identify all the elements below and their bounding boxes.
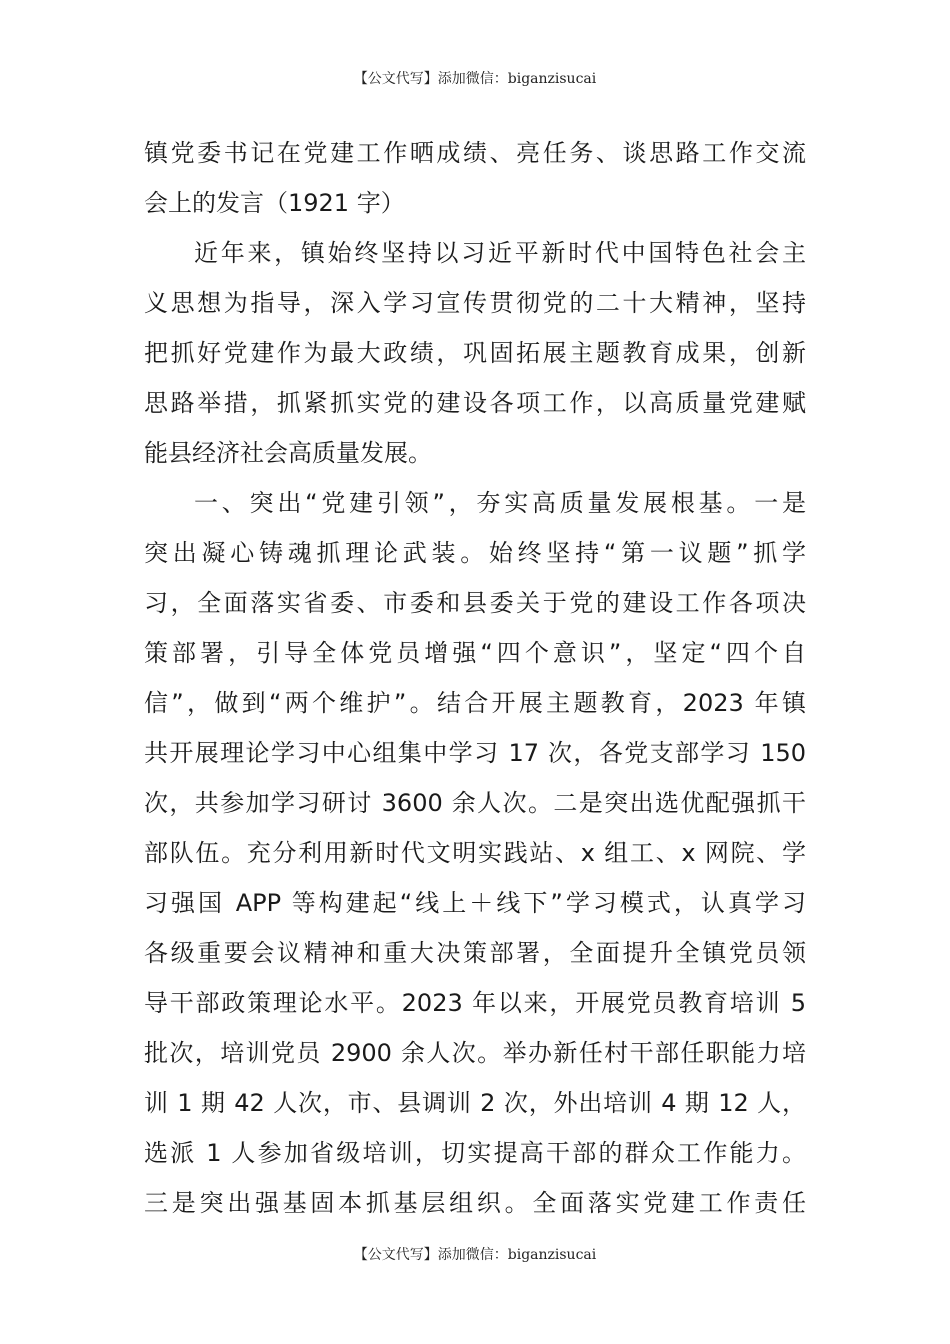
text-line: 选派 1 人参加省级培训，切实提高干部的群众工作能力。 xyxy=(144,1139,806,1167)
text-line: 近年来，镇始终坚持以习近平新时代中国特色社会主 xyxy=(194,239,806,267)
text-line: 次，共参加学习研讨 3600 余人次。二是突出选优配强抓干 xyxy=(144,789,806,817)
text-line: 信”，做到“两个维护”。结合开展主题教育，2023 年镇 xyxy=(144,689,806,717)
paragraph-section-one xyxy=(144,478,806,1228)
text-line: 一、突出“党建引领”，夯实高质量发展根基。一是 xyxy=(194,489,806,517)
title-line-1: 镇党委书记在党建工作晒成绩、亮任务、谈思路工作交流 xyxy=(144,139,806,167)
text-line: 能县经济社会高质量发展。 xyxy=(144,439,432,467)
document-body xyxy=(144,128,806,1228)
text-line: 共开展理论学习中心组集中学习 17 次，各党支部学习 150 xyxy=(144,739,806,767)
text-line: 思路举措，抓紧抓实党的建设各项工作，以高质量党建赋 xyxy=(144,389,806,417)
text-line: 习强国 APP 等构建起“线上＋线下”学习模式，认真学习 xyxy=(144,889,806,917)
text-line: 批次，培训党员 2900 余人次。举办新任村干部任职能力培 xyxy=(144,1039,806,1067)
page-footer: 【公文代写】添加微信：biganzisucai xyxy=(353,1247,597,1263)
text-line: 习，全面落实省委、市委和县委关于党的建设工作各项决 xyxy=(144,589,806,617)
page-header: 【公文代写】添加微信：biganzisucai xyxy=(353,71,597,87)
text-line: 训 1 期 42 人次，市、县调训 2 次，外出培训 4 期 12 人， xyxy=(144,1089,806,1117)
title-line-2: 会上的发言（1921 字） xyxy=(144,189,405,217)
text-line: 导干部政策理论水平。2023 年以来，开展党员教育培训 5 xyxy=(144,989,806,1017)
text-line: 义思想为指导，深入学习宣传贯彻党的二十大精神，坚持 xyxy=(144,289,806,317)
text-line: 突出凝心铸魂抓理论武装。始终坚持“第一议题”抓学 xyxy=(144,539,806,567)
text-line: 把抓好党建作为最大政绩，巩固拓展主题教育成果，创新 xyxy=(144,339,806,367)
text-line: 策部署，引导全体党员增强“四个意识”，坚定“四个自 xyxy=(144,639,806,667)
text-line: 各级重要会议精神和重大决策部署，全面提升全镇党员领 xyxy=(144,939,806,967)
text-line: 部队伍。充分利用新时代文明实践站、x 组工、x 网院、学 xyxy=(144,839,806,867)
text-line: 三是突出强基固本抓基层组织。全面落实党建工作责任 xyxy=(144,1189,806,1217)
document-title xyxy=(144,128,806,228)
paragraph-intro xyxy=(144,228,806,478)
